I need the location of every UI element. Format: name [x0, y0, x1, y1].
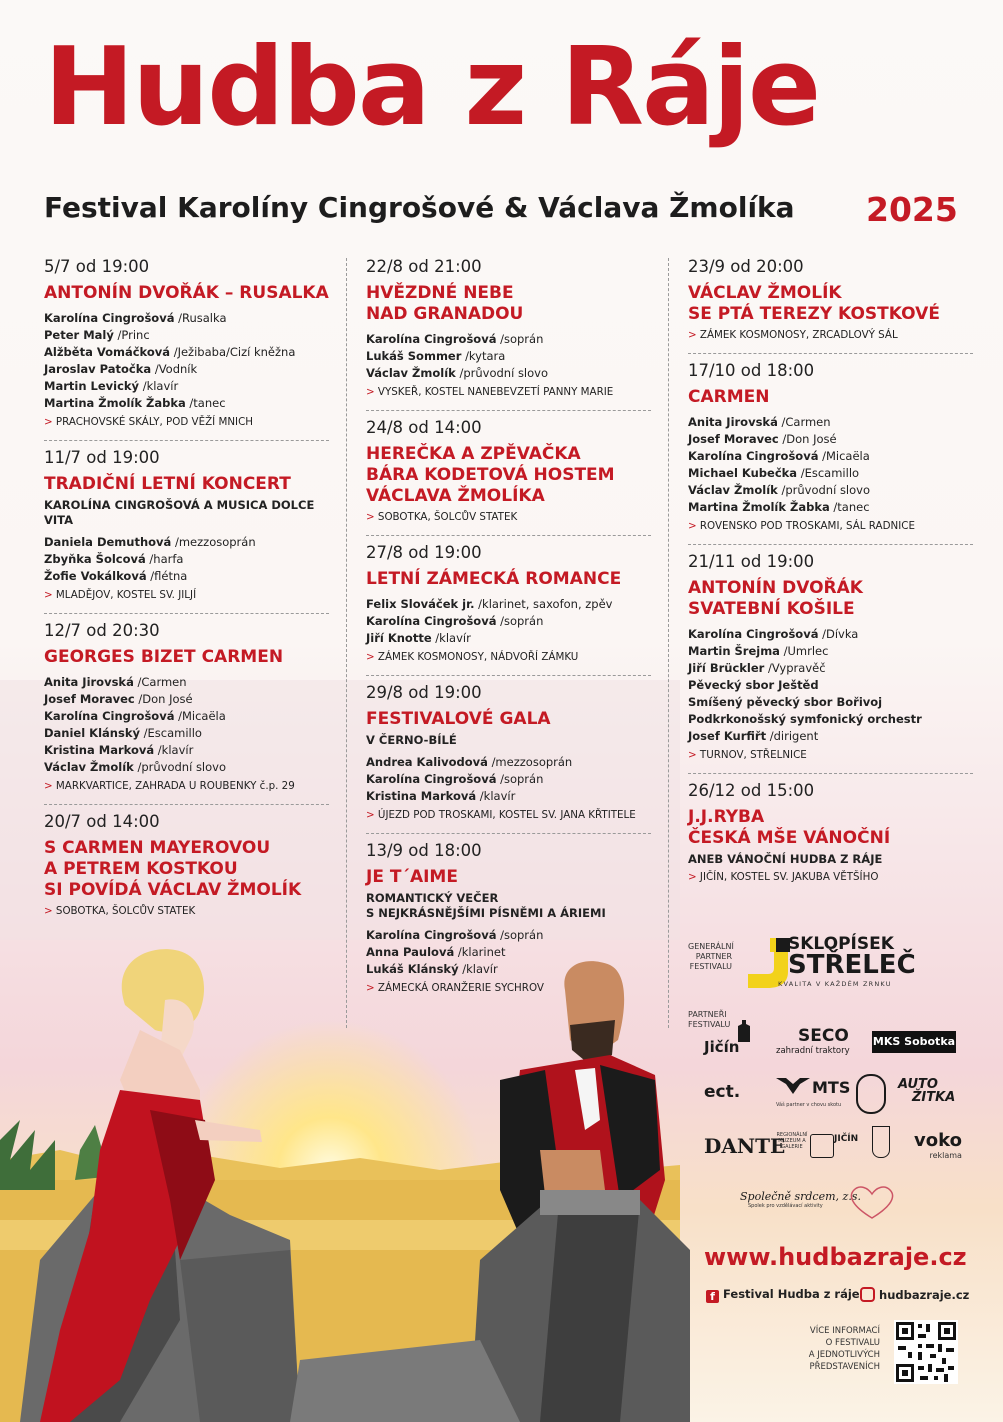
performer — [688, 482, 973, 499]
event-separator — [688, 544, 973, 545]
event-date: 27/8 od 19:00 — [366, 543, 482, 562]
event-venue — [366, 981, 651, 996]
performer-list — [366, 754, 651, 805]
performer-name: Karolína Cingrošová — [366, 332, 497, 346]
event-block — [688, 551, 973, 763]
performer-name: Kristina Marková — [44, 743, 155, 757]
performer-name: Karolína Cingrošová — [688, 449, 819, 463]
performer — [44, 378, 329, 395]
performer-role: /klavír — [462, 962, 498, 976]
performer-role: /průvodní slovo — [781, 483, 871, 497]
performer-role: /Escamillo — [800, 466, 860, 480]
performer — [688, 626, 973, 643]
arrow-icon: > — [44, 589, 56, 601]
event-date: 17/10 od 18:00 — [688, 361, 815, 380]
performer-name: Jiří Knotte — [366, 631, 432, 645]
event-block — [44, 811, 329, 919]
event-title: ANTONÍN DVOŘÁK — [688, 578, 863, 598]
performer-list — [44, 534, 329, 585]
event-title: JE T´AIME — [366, 867, 458, 887]
event-venue — [688, 748, 973, 763]
performer-name: Jiří Brückler — [688, 661, 765, 675]
performer — [44, 708, 329, 725]
event-venue — [44, 904, 329, 919]
crest-logo — [872, 1126, 890, 1158]
performer-role: /Don José — [138, 692, 193, 706]
festival-year: 2025 — [866, 190, 958, 229]
performer-list — [366, 927, 651, 978]
event-separator — [366, 535, 651, 536]
performer-role: /soprán — [500, 332, 544, 346]
venue-name: ROVENSKO POD TROSKAMI, SÁL RADNICE — [699, 520, 915, 532]
performer-name: Martina Žmolík Žabka — [44, 396, 186, 410]
performer-role: /klarinet, saxofon, zpěv — [478, 597, 613, 611]
performer — [44, 310, 329, 327]
performer — [688, 660, 973, 677]
performer — [366, 961, 651, 978]
partners-label: PARTNEŘI FESTIVALU — [688, 1010, 731, 1029]
program-column-3 — [688, 256, 973, 895]
performer-list — [688, 626, 973, 745]
performer-name: Podkrkonošský symfonický orchestr — [688, 712, 922, 726]
performer-role: /Don José — [782, 432, 837, 446]
event-title: ANTONÍN DVOŘÁK – RUSALKA — [44, 283, 329, 303]
more-info-text: VÍCE INFORMACÍ O FESTIVALU A JEDNOTLIVÝCH PŘEDSTAVENÍCH — [808, 1326, 880, 1372]
performer-role: /klavír — [435, 631, 471, 645]
venue-name: MLADĚJOV, KOSTEL SV. JILJÍ — [55, 589, 197, 601]
performer-name: Karolína Cingrošová — [366, 614, 497, 628]
event-venue — [366, 650, 651, 665]
dante-logo: DANTE — [704, 1134, 786, 1158]
venue-name: SOBOTKA, ŠOLCŮV STATEK — [377, 511, 518, 523]
performer-name: Anita Jirovská — [688, 415, 778, 429]
performer-role: /Vodník — [154, 362, 198, 376]
performer-name: Martina Žmolík Žabka — [688, 500, 830, 514]
instagram-icon — [860, 1287, 875, 1302]
event-date: 12/7 od 20:30 — [44, 621, 160, 640]
performer-name: Michael Kubečka — [688, 466, 798, 480]
general-partner-label: GENERÁLNÍ PARTNER FESTIVALU — [688, 942, 734, 971]
event-title: SI POVÍDÁ VÁCLAV ŽMOLÍK — [44, 880, 302, 900]
performer — [688, 414, 973, 431]
performer — [688, 643, 973, 660]
event-block — [366, 542, 651, 665]
hearts-icon — [846, 1184, 898, 1220]
event-date: 24/8 od 14:00 — [366, 418, 482, 437]
event-block — [366, 256, 651, 400]
event-date: 23/9 od 20:00 — [688, 257, 804, 276]
jicin-museum-logo: JIČÍN — [834, 1134, 859, 1144]
performer-name: Daniel Klánský — [44, 726, 140, 740]
performer-name: Anna Paulová — [366, 945, 455, 959]
event-date: 29/8 od 19:00 — [366, 683, 482, 702]
performer-name: Karolína Cingrošová — [366, 772, 497, 786]
event-date: 5/7 od 19:00 — [44, 257, 150, 276]
event-venue — [44, 588, 329, 603]
performer-role: /Rusalka — [178, 311, 227, 325]
venue-name: ZÁMEK KOSMONOSY, NÁDVOŘÍ ZÁMKU — [377, 651, 579, 663]
arrow-icon: > — [366, 651, 378, 663]
event-subtitle: S NEJKRÁSNĚJŠÍMI PÍSNĚMI A ÁRIEMI — [366, 906, 606, 920]
performer — [688, 677, 973, 694]
event-title: J.J.RYBA — [688, 807, 765, 827]
performer-name: Josef Kurfiřt — [688, 729, 767, 743]
arrow-icon: > — [366, 809, 378, 821]
performer-role: /mezzosoprán — [174, 535, 256, 549]
performer-name: Josef Moravec — [44, 692, 135, 706]
performer-role: /Micaëla — [822, 449, 870, 463]
emblem-logo — [856, 1074, 886, 1114]
performer-role: /klarinet — [457, 945, 506, 959]
venue-name: ZÁMEK KOSMONOSY, ZRCADLOVÝ SÁL — [699, 329, 898, 341]
dice-logo — [810, 1134, 834, 1158]
performer-name: Daniela Demuthová — [44, 535, 172, 549]
event-block — [688, 780, 973, 885]
event-title: A PETREM KOSTKOU — [44, 859, 238, 879]
performer-list — [366, 331, 651, 382]
event-block — [366, 840, 651, 996]
performer-name: Josef Moravec — [688, 432, 779, 446]
performer-role: /tanec — [189, 396, 226, 410]
performer-role: /soprán — [500, 928, 544, 942]
performer-name: Lukáš Klánský — [366, 962, 459, 976]
festival-subtitle: Festival Karolíny Cingrošové & Václava Žmolíka — [44, 191, 795, 224]
event-venue — [688, 519, 973, 534]
arrow-icon: > — [366, 511, 378, 523]
event-date: 20/7 od 14:00 — [44, 812, 160, 831]
venue-name: JIČÍN, KOSTEL SV. JAKUBA VĚTŠÍHO — [699, 871, 879, 883]
performer-role: /Escamillo — [143, 726, 202, 740]
performer — [44, 725, 329, 742]
event-separator — [688, 353, 973, 354]
venue-name: VYSKEŘ, KOSTEL NANEBEVZETÍ PANNY MARIE — [377, 386, 614, 398]
performer-role: /Umrlec — [783, 644, 829, 658]
venue-name: SOBOTKA, ŠOLCŮV STATEK — [55, 905, 196, 917]
event-block — [44, 447, 329, 603]
mks-sobotka-logo: MKS Sobotka — [872, 1031, 956, 1053]
performer-list — [688, 414, 973, 516]
performer-name: Zbyňka Šolcová — [44, 552, 146, 566]
performer — [44, 568, 329, 585]
performer — [44, 742, 329, 759]
performer-name: Peter Malý — [44, 328, 114, 342]
spolecne-srdcem-logo: Společně srdcem, z.s. Spolek pro vzdělávací aktivity — [740, 1190, 861, 1209]
event-title: FESTIVALOVÉ GALA — [366, 709, 551, 729]
autozitka-logo: AUTO ŽITKA — [898, 1077, 956, 1105]
venue-name: ZÁMECKÁ ORANŽERIE SYCHROV — [377, 982, 544, 994]
performer — [366, 348, 651, 365]
cow-icon — [776, 1076, 810, 1096]
event-venue — [366, 385, 651, 400]
performer-role: /soprán — [500, 614, 544, 628]
event-title: BÁRA KODETOVÁ HOSTEM — [366, 465, 615, 485]
regional-museum-logo: REGIONÁLNÍ MUZEUM A GALERIE — [776, 1132, 808, 1150]
performer-role: /Ježibaba/Cizí kněžna — [173, 345, 296, 359]
performer-name: Václav Žmolík — [44, 760, 134, 774]
performer — [366, 331, 651, 348]
website-url[interactable]: www.hudbazraje.cz — [704, 1243, 967, 1271]
performer-role: /průvodní slovo — [137, 760, 227, 774]
sklopisek-logo: SKLOPÍSEK STŘELEČ KVALITA V KAŽDÉM ZRNKU — [742, 932, 932, 992]
program-column-2 — [366, 256, 651, 1006]
arrow-icon: > — [44, 780, 56, 792]
performer-name: Karolína Cingrošová — [688, 627, 819, 641]
event-title: NAD GRANADOU — [366, 304, 524, 324]
arrow-icon: > — [688, 749, 700, 761]
venue-name: PRACHOVSKÉ SKÁLY, POD VĚŽÍ MNICH — [55, 416, 254, 428]
performer — [688, 448, 973, 465]
performer-list — [44, 674, 329, 776]
event-venue — [688, 870, 973, 885]
event-venue — [44, 415, 329, 430]
performer-role: /Carmen — [781, 415, 831, 429]
venue-name: ÚJEZD POD TROSKAMI, KOSTEL SV. JANA KŘTITELE — [377, 809, 636, 821]
event-date: 26/12 od 15:00 — [688, 781, 815, 800]
venue-name: MARKVARTICE, ZAHRADA U ROUBENKY č.p. 29 — [55, 780, 295, 792]
performer-role: /dirigent — [769, 729, 819, 743]
festival-title: Hudba z Ráje — [44, 25, 820, 150]
performer-name: Alžběta Vomáčková — [44, 345, 171, 359]
performer — [688, 711, 973, 728]
event-date: 22/8 od 21:00 — [366, 257, 482, 276]
performer-name: Václav Žmolík — [688, 483, 778, 497]
event-title: TRADIČNÍ LETNÍ KONCERT — [44, 474, 291, 494]
performer-name: Kristina Marková — [366, 789, 477, 803]
event-separator — [688, 773, 973, 774]
performer — [44, 361, 329, 378]
performer — [688, 728, 973, 745]
performer-name: Lukáš Sommer — [366, 349, 462, 363]
column-divider — [668, 258, 670, 1028]
event-block — [366, 417, 651, 525]
performer — [688, 431, 973, 448]
event-separator — [44, 440, 329, 441]
event-title: SE PTÁ TEREZY KOSTKOVÉ — [688, 304, 940, 324]
event-subtitle: ROMANTICKÝ VEČER — [366, 891, 499, 905]
performer-name: Žofie Vokálková — [44, 569, 147, 583]
performer-role: /Vypravěč — [768, 661, 826, 675]
performer — [688, 499, 973, 516]
arrow-icon: > — [366, 982, 378, 994]
arrow-icon: > — [688, 329, 700, 341]
performer-role: /průvodní slovo — [459, 366, 549, 380]
performer-role: /Carmen — [137, 675, 187, 689]
program-column-1 — [44, 256, 329, 929]
performer — [366, 788, 651, 805]
mts-logo: MTS Váš partner v chovu skotu — [776, 1078, 851, 1108]
performer-role: /klavír — [479, 789, 516, 803]
event-separator — [44, 804, 329, 805]
performer — [688, 465, 973, 482]
event-title: LETNÍ ZÁMECKÁ ROMANCE — [366, 569, 622, 589]
event-block — [44, 256, 329, 430]
performer — [366, 927, 651, 944]
ect-logo: ect. — [704, 1082, 741, 1102]
performer — [366, 365, 651, 382]
performer-name: Karolína Cingrošová — [44, 709, 175, 723]
performer-role: /mezzosoprán — [491, 755, 573, 769]
event-subtitle: ANEB VÁNOČNÍ HUDBA Z RÁJE — [688, 852, 883, 866]
performer-name: Jaroslav Patočka — [44, 362, 152, 376]
event-date: 21/11 od 19:00 — [688, 552, 815, 571]
performer-role: /soprán — [500, 772, 544, 786]
facebook-icon: f — [706, 1290, 719, 1303]
event-block — [688, 360, 973, 534]
performer — [688, 694, 973, 711]
venue-name: TURNOV, STŘELNICE — [699, 749, 807, 761]
event-title: CARMEN — [688, 387, 770, 407]
arrow-icon: > — [688, 520, 700, 532]
performer — [366, 771, 651, 788]
performer-name: Martin Šrejma — [688, 644, 780, 658]
performer-name: Václav Žmolík — [366, 366, 456, 380]
event-title: SVATEBNÍ KOŠILE — [688, 599, 855, 619]
performer-role: /klavír — [142, 379, 179, 393]
performer — [44, 691, 329, 708]
event-venue — [44, 779, 329, 794]
performer — [44, 327, 329, 344]
performer-name: Martin Levický — [44, 379, 140, 393]
event-title: HVĚZDNÉ NEBE — [366, 283, 514, 303]
event-subtitle: V ČERNO-BÍLÉ — [366, 733, 457, 747]
performer-name: Karolína Cingrošová — [44, 311, 175, 325]
performer-role: /klavír — [157, 743, 194, 757]
performer-role: /kytara — [465, 349, 506, 363]
performer-list — [44, 310, 329, 412]
performer — [366, 613, 651, 630]
performer-role: /flétna — [150, 569, 188, 583]
performer-role: /harfa — [149, 552, 184, 566]
event-title: S CARMEN MAYEROVOU — [44, 838, 271, 858]
event-title: HEREČKA A ZPĚVAČKA — [366, 444, 581, 464]
voko-logo: voko reklama — [914, 1130, 962, 1160]
event-venue — [366, 808, 651, 823]
event-date: 13/9 od 18:00 — [366, 841, 482, 860]
event-separator — [44, 613, 329, 614]
performer-name: Karolína Cingrošová — [366, 928, 497, 942]
performer — [44, 551, 329, 568]
performer-name: Pěvecký sbor Ještěd — [688, 678, 819, 692]
performer — [366, 596, 651, 613]
performer-name: Felix Slováček jr. — [366, 597, 475, 611]
event-title: GEORGES BIZET CARMEN — [44, 647, 284, 667]
event-separator — [366, 410, 651, 411]
performer — [44, 674, 329, 691]
performer — [366, 630, 651, 647]
performer-role: /Micaëla — [178, 709, 226, 723]
seco-logo: SECO zahradní traktory — [776, 1026, 850, 1056]
instagram-link[interactable]: hudbazraje.cz — [860, 1287, 969, 1302]
performer — [44, 534, 329, 551]
performer-name: Anita Jirovská — [44, 675, 134, 689]
event-separator — [366, 675, 651, 676]
event-block — [366, 682, 651, 823]
event-venue — [688, 328, 973, 343]
event-venue — [366, 510, 651, 525]
event-date: 11/7 od 19:00 — [44, 448, 160, 467]
performer-role: /tanec — [833, 500, 870, 514]
event-block — [44, 620, 329, 794]
performer — [44, 759, 329, 776]
event-title: VÁCLAVA ŽMOLÍKA — [366, 486, 545, 506]
performer-role: /Princ — [117, 328, 150, 342]
arrow-icon: > — [688, 871, 700, 883]
performer-list — [366, 596, 651, 647]
event-title: ČESKÁ MŠE VÁNOČNÍ — [688, 828, 891, 848]
performer — [44, 395, 329, 412]
event-subtitle: KAROLÍNA CINGROŠOVÁ A MUSICA DOLCE VITA — [44, 498, 315, 527]
arrow-icon: > — [44, 416, 56, 428]
column-divider — [346, 258, 348, 1028]
performer-role: /Dívka — [822, 627, 859, 641]
performer — [366, 754, 651, 771]
arrow-icon: > — [366, 386, 378, 398]
jicin-logo: Jičín — [704, 1020, 760, 1060]
performer-name: Smíšený pěvecký sbor Bořivoj — [688, 695, 883, 709]
arrow-icon: > — [44, 905, 56, 917]
performer — [366, 944, 651, 961]
performer — [44, 344, 329, 361]
event-block — [688, 256, 973, 343]
facebook-link[interactable]: f Festival Hudba z ráje — [706, 1287, 860, 1303]
qr-code[interactable] — [894, 1320, 958, 1384]
event-separator — [366, 833, 651, 834]
event-title: VÁCLAV ŽMOLÍK — [688, 283, 842, 303]
performer-name: Andrea Kalivodová — [366, 755, 488, 769]
